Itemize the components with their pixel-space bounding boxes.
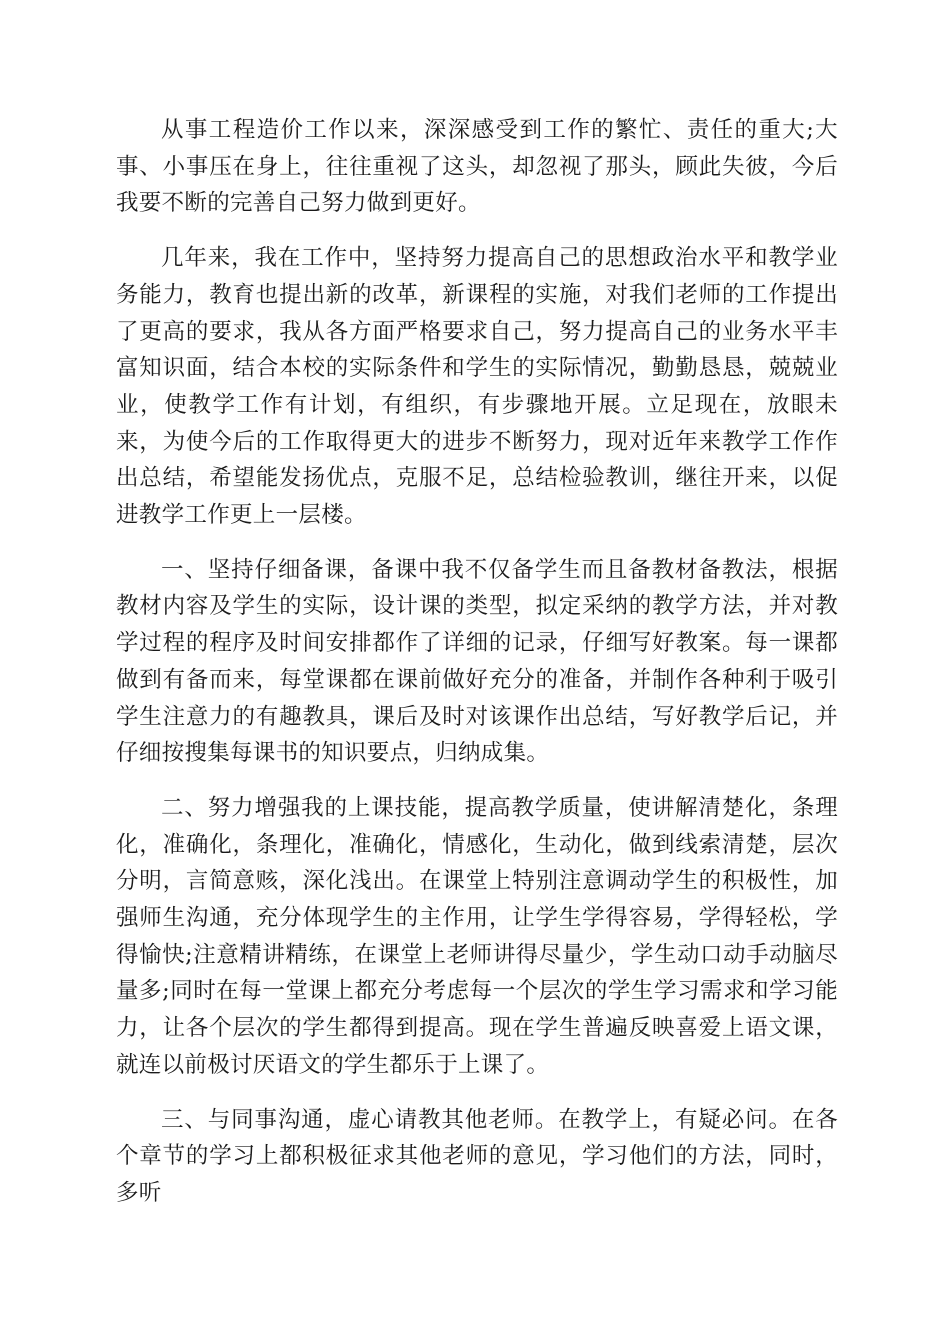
paragraph: 一、坚持仔细备课，备课中我不仅备学生而且备教材备教法，根据教材内容及学生的实际，设计课的类型，拟定采纳的教学方法，并对教学过程的程序及时间安排都作了详细的记录，仔细写好教案。每一课都做到有备而来，每堂课都在课前做好充分的准备，并制作各种利于吸引学生注意力的有趣教具，课后及时对该课作出总结，写好教学后记，并仔细按搜集每课书的知识要点，归纳成集。 [116, 556, 838, 767]
paragraph: 从事工程造价工作以来，深深感受到工作的繁忙、责任的重大;大事、小事压在身上，往往重视了这头，却忽视了那头，顾此失彼，今后我要不断的完善自己努力做到更好。 [116, 117, 838, 217]
paragraph: 三、与同事沟通，虚心请教其他老师。在教学上，有疑必问。在各个章节的学习上都积极征求其他老师的意见，学习他们的方法，同时，多听 [116, 1106, 838, 1206]
document-body [116, 112, 838, 1230]
paragraph: 几年来，我在工作中，坚持努力提高自己的思想政治水平和教学业务能力，教育也提出新的改革，新课程的实施，对我们老师的工作提出了更高的要求，我从各方面严格要求自己，努力提高自己的业务水平丰富知识面，结合本校的实际条件和学生的实际情况，勤勤恳恳，兢兢业业，使教学工作有计划，有组织，有步骤地开展。立足现在，放眼未来，为使今后的工作取得更大的进步不断努力，现对近年来教学工作作出总结，希望能发扬优点，克服不足，总结检验教训，继往开来，以促进教学工作更上一层楼。 [116, 245, 838, 529]
paragraph: 二、努力增强我的上课技能，提高教学质量，使讲解清楚化，条理化，准确化，条理化，准确化，情感化，生动化，做到线索清楚，层次分明，言简意赅，深化浅出。在课堂上特别注意调动学生的积极性，加强师生沟通，充分体现学生的主作用，让学生学得容易，学得轻松，学得愉快;注意精讲精练，在课堂上老师讲得尽量少，学生动口动手动脑尽量多;同时在每一堂课上都充分考虑每一个层次的学生学习需求和学习能力，让各个层次的学生都得到提高。现在学生普遍反映喜爱上语文课，就连以前极讨厌语文的学生都乐于上课了。 [116, 794, 838, 1078]
